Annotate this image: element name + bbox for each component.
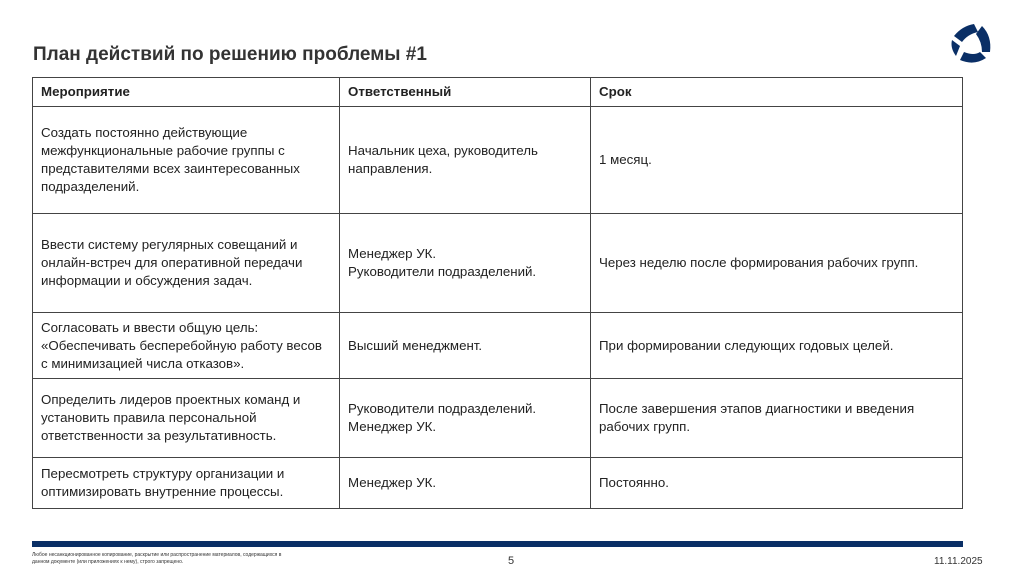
slide-title: План действий по решению проблемы #1	[33, 44, 427, 65]
footer-date: 11.11.2025	[934, 556, 983, 567]
page-number: 5	[508, 555, 515, 567]
cell-responsible: Менеджер УК. Руководители подразделений.	[340, 214, 591, 313]
company-logo-icon	[948, 22, 994, 66]
cell-activity: Определить лидеров проектных команд и установить правила персональной ответственности за результативность.	[33, 379, 340, 458]
header-activity: Мероприятие	[33, 78, 340, 107]
table-row	[33, 313, 963, 379]
header-responsible: Ответственный	[340, 78, 591, 107]
table-row	[33, 214, 963, 313]
cell-activity: Согласовать и ввести общую цель: «Обеспечивать бесперебойную работу весов с минимизацией числа отказов».	[33, 313, 340, 379]
cell-responsible: Руководители подразделений. Менеджер УК.	[340, 379, 591, 458]
cell-deadline: После завершения этапов диагностики и введения рабочих групп.	[591, 379, 963, 458]
cell-activity: Ввести систему регулярных совещаний и онлайн-встреч для оперативной передачи информации и обсуждения задач.	[33, 214, 340, 313]
cell-deadline: При формировании следующих годовых целей.	[591, 313, 963, 379]
cell-activity: Пересмотреть структуру организации и оптимизировать внутренние процессы.	[33, 458, 340, 509]
table-row	[33, 107, 963, 214]
cell-responsible: Начальник цеха, руководитель направления.	[340, 107, 591, 214]
legal-notice: Любое несанкционированное копирование, раскрытие или распространение материалов, содержащихся в данном документе (или приложениях к нему), строго запрещено.	[32, 552, 282, 565]
cell-deadline: Через неделю после формирования рабочих групп.	[591, 214, 963, 313]
cell-responsible: Менеджер УК.	[340, 458, 591, 509]
cell-deadline: 1 месяц.	[591, 107, 963, 214]
cell-responsible: Высший менеджмент.	[340, 313, 591, 379]
header-deadline: Срок	[591, 78, 963, 107]
footer-bar	[32, 541, 963, 547]
table-row	[33, 379, 963, 458]
cell-deadline: Постоянно.	[591, 458, 963, 509]
action-plan-table	[32, 77, 963, 509]
cell-activity: Создать постоянно действующие межфункциональные рабочие группы с представителями всех заинтересованных подразделений.	[33, 107, 340, 214]
table-row	[33, 458, 963, 509]
